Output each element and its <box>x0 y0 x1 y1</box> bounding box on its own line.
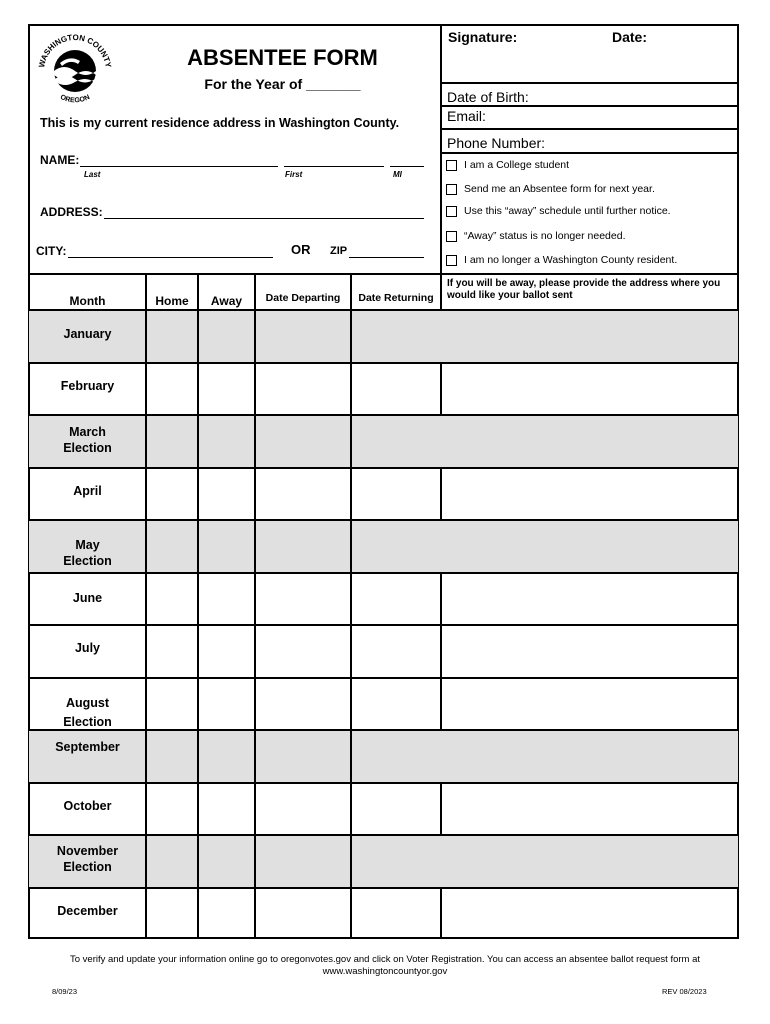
city-input[interactable] <box>68 257 273 258</box>
row-shade <box>29 730 738 782</box>
footer-note-line2: www.washingtoncountyor.gov <box>322 966 448 977</box>
table-header-border <box>28 309 739 311</box>
email-field[interactable]: Email: <box>447 108 486 124</box>
option-label: I am no longer a Washington County resident. <box>464 254 678 266</box>
row-border <box>28 362 739 364</box>
col-header-away: Away <box>210 294 243 308</box>
month-november: November Election <box>56 844 119 874</box>
col-header-month: Month <box>69 294 106 308</box>
option-use-schedule[interactable] <box>446 205 671 217</box>
last-name-input[interactable] <box>80 166 278 167</box>
option-label: Use this “away” schedule until further notice. <box>464 205 671 217</box>
col-border <box>350 273 352 939</box>
row-border <box>28 467 739 469</box>
checkbox[interactable] <box>446 231 457 242</box>
option-next-year-form[interactable] <box>446 183 655 195</box>
year-line: For the Year of _______ <box>204 76 361 92</box>
month-december: December <box>57 904 118 918</box>
row-border <box>28 572 739 574</box>
footer-date: 8/09/23 <box>52 987 78 996</box>
right-panel-divider <box>440 24 442 939</box>
zip-label: ZIP <box>330 245 348 257</box>
divider <box>440 82 739 84</box>
month-may: May Election <box>63 538 112 568</box>
option-label: “Away” status is no longer needed. <box>464 230 626 242</box>
residence-note: This is my current residence address in Washington County. <box>40 116 400 130</box>
first-name-input[interactable] <box>284 166 384 167</box>
city-label: CITY: <box>36 244 67 258</box>
divider <box>440 105 739 107</box>
address-input[interactable] <box>104 218 424 219</box>
dob-field[interactable]: Date of Birth: <box>447 89 529 105</box>
option-label: Send me an Absentee form for next year. <box>464 183 655 195</box>
divider <box>440 152 739 154</box>
row-border <box>28 519 739 521</box>
phone-field[interactable]: Phone Number: <box>447 135 546 151</box>
option-college-student[interactable] <box>446 159 569 171</box>
checkbox[interactable] <box>446 255 457 266</box>
middle-initial-input[interactable] <box>390 166 424 167</box>
logo-bottom-text: OREGON <box>58 93 92 105</box>
signature-label: Signature: <box>448 29 518 45</box>
county-seal-icon <box>34 27 116 107</box>
row-border <box>28 677 739 679</box>
month-june: June <box>72 591 103 605</box>
row-border <box>28 782 739 784</box>
col-border <box>197 273 199 939</box>
checkbox[interactable] <box>446 184 457 195</box>
col-header-departing: Date Departing <box>265 292 341 304</box>
date-label: Date: <box>612 29 648 45</box>
col-header-address-note: If you will be away, please provide the address where you would like your ballot sent <box>447 278 721 301</box>
row-border <box>28 887 739 889</box>
option-label: I am a College student <box>464 159 570 171</box>
zip-input[interactable] <box>349 257 424 258</box>
month-september: September <box>55 740 120 754</box>
name-label: NAME: <box>40 153 80 167</box>
footer-note <box>20 954 750 978</box>
option-no-longer-resident[interactable] <box>446 254 677 266</box>
month-march: March Election <box>63 425 112 455</box>
row-border <box>28 624 739 626</box>
last-sublabel: Last <box>84 170 101 179</box>
footer-note-line1: To verify and update your information online go to oregonvotes.gov and click on Voter Registration. You can access an absentee ballot request form at <box>69 954 701 965</box>
col-border <box>145 273 147 939</box>
row-border <box>28 834 739 836</box>
logo-top-text: WASHINGTON COUNTY <box>37 32 113 69</box>
month-january: January <box>63 327 112 341</box>
col-border <box>254 273 256 939</box>
mi-sublabel: MI <box>393 170 402 179</box>
footer-revision: REV 08/2023 <box>662 987 707 996</box>
month-april: April <box>73 484 102 498</box>
col-header-returning: Date Returning <box>358 292 434 304</box>
month-august: August Election <box>63 696 112 729</box>
col-header-home: Home <box>155 294 189 308</box>
row-border <box>28 414 739 416</box>
address-label: ADDRESS: <box>40 205 103 219</box>
table-top-border <box>28 273 739 275</box>
month-february: February <box>60 379 115 393</box>
form-title: ABSENTEE FORM <box>187 45 378 70</box>
divider <box>440 128 739 130</box>
option-away-not-needed[interactable] <box>446 230 625 242</box>
first-sublabel: First <box>285 170 303 179</box>
or-label: OR <box>291 242 311 257</box>
checkbox[interactable] <box>446 206 457 217</box>
checkbox[interactable] <box>446 160 457 171</box>
month-october: October <box>63 799 112 813</box>
month-july: July <box>74 641 100 655</box>
